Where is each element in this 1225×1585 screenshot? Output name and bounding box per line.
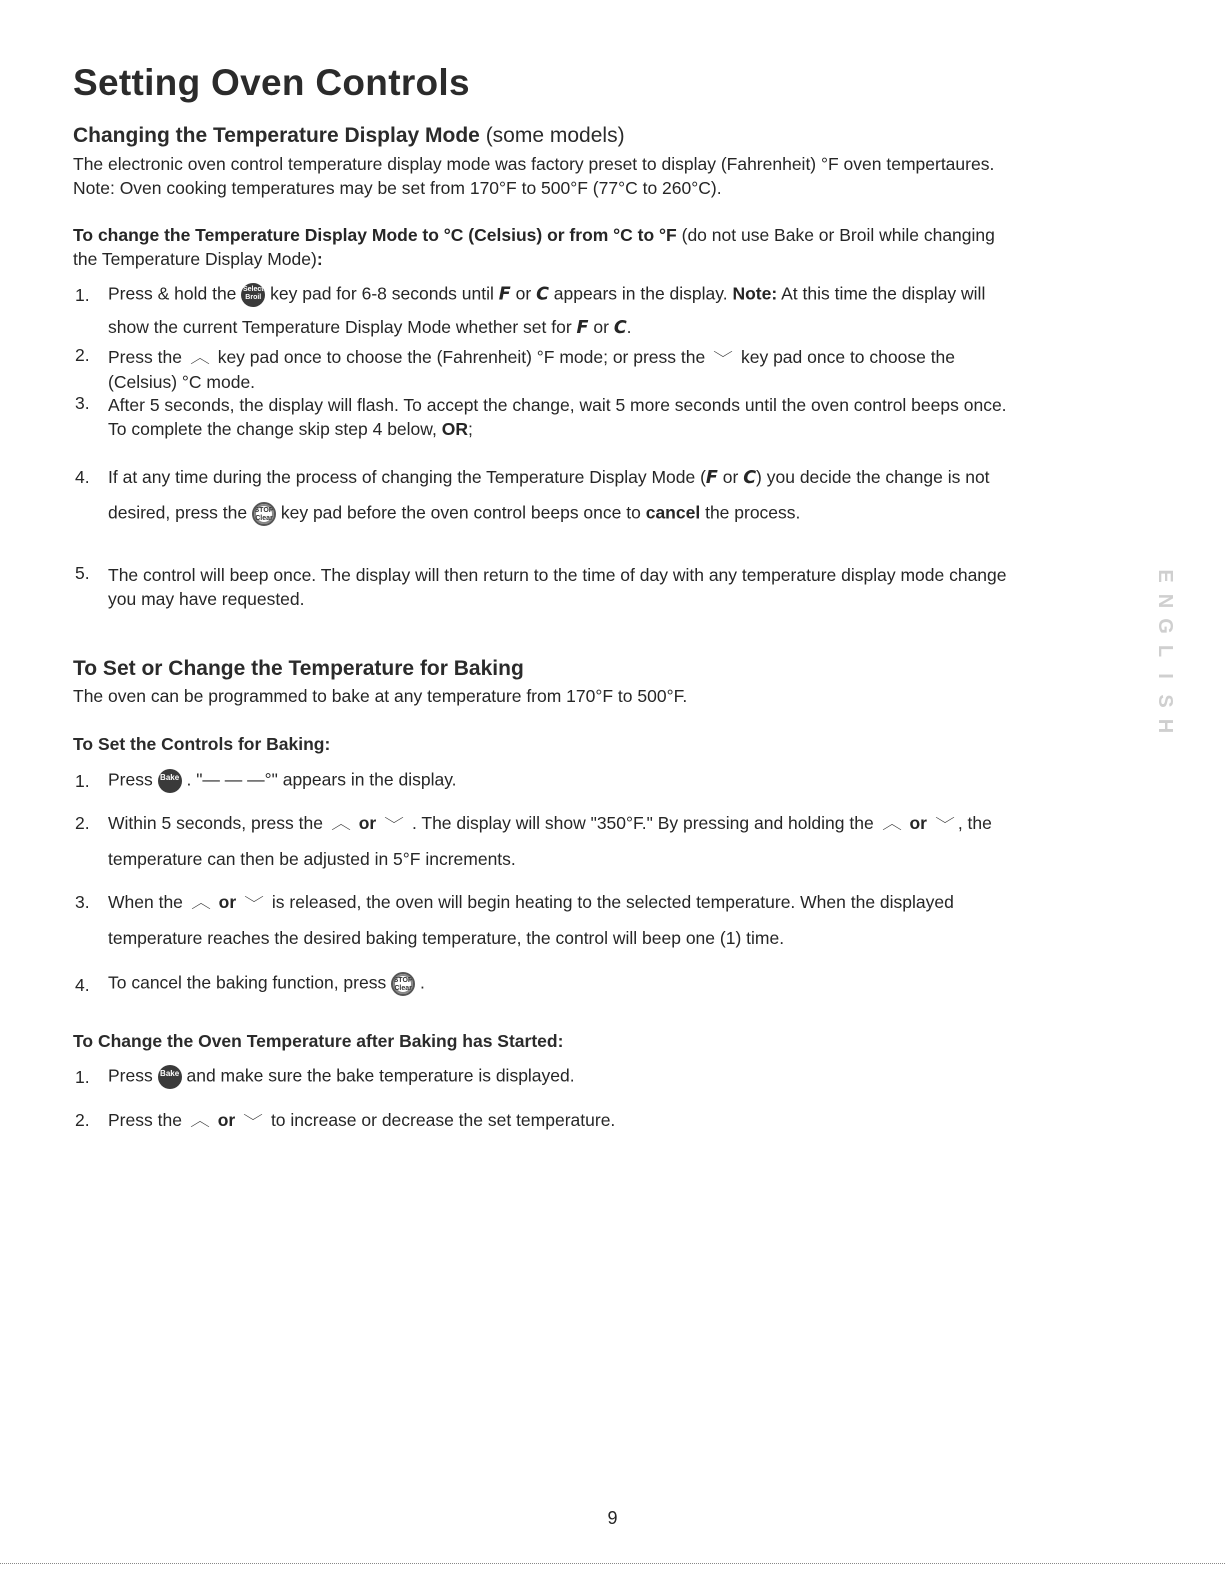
or-label: OR — [441, 419, 468, 439]
heading-bold: Changing the Temperature Display Mode — [73, 124, 480, 147]
or-label: or — [358, 813, 377, 833]
down-arrow-icon: ﹀ — [935, 816, 955, 833]
step-text: you may have requested. — [108, 589, 305, 609]
step-text: . — [626, 317, 632, 337]
step-text: to increase or decrease the set temperature. — [270, 1110, 616, 1130]
step-text: When the — [108, 892, 183, 912]
up-arrow-icon: ︿ — [331, 816, 351, 833]
side-tab-letter: I — [1154, 673, 1176, 679]
step-text: Press & hold the — [108, 283, 237, 304]
down-arrow-icon: ﹀ — [243, 1113, 263, 1130]
fahrenheit-symbol: F — [576, 318, 589, 338]
fahrenheit-symbol: F — [498, 284, 511, 305]
step-text: Press the — [108, 1110, 182, 1130]
section-heading-baking: To Set or Change the Temperature for Baking — [73, 657, 524, 680]
cancel-label: cancel — [645, 502, 701, 523]
select-broil-key-icon: Select Broil — [241, 283, 265, 307]
step-text: show the current Temperature Display Mode whether set for — [108, 317, 572, 337]
step-text: If at any time during the process of changing the Temperature Display Mode ( — [108, 467, 706, 487]
step-number: 1. — [75, 285, 90, 305]
step-text: and make sure the bake temperature is displayed. — [186, 1065, 575, 1086]
side-tab-letter: S — [1154, 694, 1176, 708]
or-label: or — [218, 892, 237, 912]
step-text: appears in the display. — [553, 283, 728, 304]
step-text: To complete the change skip step 4 below, — [108, 419, 437, 439]
list-item — [108, 813, 1158, 870]
up-arrow-icon: ︿ — [190, 350, 210, 367]
step-text: Press the — [108, 347, 182, 367]
list-item — [108, 972, 1138, 996]
step-text: temperature can then be adjusted in 5°F increments. — [108, 849, 516, 870]
subheading-change-temp: To Change the Oven Temperature after Baking has Started: — [73, 1031, 564, 1051]
up-arrow-icon: ︿ — [881, 816, 902, 833]
step-text: is released, the oven will begin heating to the selected temperature. When the displayed — [271, 892, 954, 912]
intro-line-1: The electronic oven control temperature display mode was factory preset to display (Fahrenheit) °F oven tempertaures. — [73, 154, 995, 174]
step-text: At this time the display will — [781, 283, 986, 304]
note-label: Note: — [732, 283, 778, 304]
subheading-set-controls: To Set the Controls for Baking: — [73, 734, 331, 754]
step-text: To cancel the baking function, press — [108, 972, 387, 993]
step-text: Within 5 seconds, press the — [108, 813, 323, 833]
step-text: After 5 seconds, the display will flash. To accept the change, wait 5 more seconds until the oven control beeps once. — [108, 395, 1007, 415]
step-text: key pad once to choose the — [740, 347, 956, 367]
step-number: 5. — [75, 563, 90, 583]
list-item — [108, 1110, 1138, 1131]
list-item — [108, 892, 1138, 949]
step-number: 2. — [75, 1110, 90, 1130]
step-number: 1. — [75, 771, 90, 791]
step-text: temperature reaches the desired baking temperature, the control will beep one (1) time. — [108, 928, 785, 949]
stop-clear-key-icon: STOP Clear — [391, 972, 415, 996]
step-text: , the — [957, 813, 992, 833]
up-arrow-icon: ︿ — [190, 1113, 210, 1130]
down-arrow-icon: ﹀ — [713, 350, 733, 367]
step-text: key pad once to choose the (Fahrenheit) °F mode; or press the — [217, 347, 706, 367]
section-heading-display-mode — [73, 124, 625, 148]
up-arrow-icon: ︿ — [190, 895, 211, 912]
list-item — [108, 1065, 1138, 1089]
step-number: 1. — [75, 1067, 90, 1087]
step-text: . "— — —°" appears in the display. — [186, 769, 457, 790]
side-tab-letter: H — [1154, 718, 1176, 734]
side-tab-english — [1154, 566, 1186, 734]
or-label: or — [909, 813, 927, 833]
side-tab-letter: L — [1154, 644, 1176, 658]
step-text: key pad before the oven control beeps once to — [280, 502, 641, 523]
side-tab-letter: N — [1154, 593, 1176, 609]
step-text: ; — [467, 419, 473, 439]
or-label: or — [217, 1110, 236, 1130]
step-number: 4. — [75, 467, 90, 487]
step-text: desired, press the — [108, 502, 248, 523]
step-text: or — [722, 467, 739, 487]
bake-key-icon: Bake — [158, 1065, 182, 1089]
intro-line-2: Note: Oven cooking temperatures may be set from 170°F to 500°F (77°C to 260°C). — [73, 178, 722, 198]
step-text: The control will beep once. The display will then return to the time of day with any temperature display mode change — [108, 565, 1007, 585]
bake-key-icon: Bake — [158, 769, 182, 793]
down-arrow-icon: ﹀ — [244, 895, 264, 912]
stop-clear-key-icon: STOP Clear — [252, 502, 276, 526]
side-tab-letter: G — [1154, 618, 1176, 634]
step-text: . — [419, 972, 425, 993]
step-text: Press — [108, 1065, 153, 1086]
step-text: key pad for 6-8 seconds until — [270, 283, 494, 304]
sub-colon: : — [316, 249, 323, 269]
step-text: or — [515, 283, 532, 304]
page-title: Setting Oven Controls — [73, 62, 470, 103]
list-item — [108, 393, 1138, 441]
celsius-symbol: C — [613, 318, 627, 338]
step-number: 3. — [75, 393, 90, 413]
list-item — [108, 467, 1138, 526]
bottom-divider — [0, 1563, 1225, 1564]
list-item — [108, 283, 1138, 338]
celsius-symbol: C — [743, 468, 757, 488]
heading-normal: (some models) — [485, 124, 625, 147]
sub-line2: the Temperature Display Mode) — [73, 249, 317, 269]
baking-intro: The oven can be programmed to bake at any temperature from 170°F to 500°F. — [73, 686, 688, 706]
step-number: 2. — [75, 813, 90, 833]
step-number: 3. — [75, 892, 90, 912]
step-number: 4. — [75, 975, 90, 995]
sub-normal: (do not use Bake or Broil while changing — [681, 225, 995, 245]
step-text: . The display will show "350°F." By pressing and holding the — [411, 813, 874, 833]
list-item — [108, 563, 1138, 611]
sub-bold: To change the Temperature Display Mode to °C (Celsius) or from °C to °F — [73, 225, 677, 245]
step-text: ) you decide the change is not — [756, 467, 990, 487]
step-text: (Celsius) °C mode. — [108, 372, 256, 393]
celsius-symbol: C — [536, 284, 549, 305]
page-number: 9 — [607, 1508, 618, 1528]
subheading-change-mode — [73, 223, 1133, 271]
list-item — [108, 345, 1138, 394]
step-text: the process. — [705, 502, 801, 523]
step-text: or — [593, 317, 609, 337]
side-tab-letter: E — [1154, 569, 1176, 583]
down-arrow-icon: ﹀ — [384, 816, 404, 833]
step-text: Press — [108, 769, 153, 790]
step-number: 2. — [75, 345, 90, 365]
fahrenheit-symbol: F — [705, 468, 718, 488]
list-item — [108, 769, 1138, 793]
